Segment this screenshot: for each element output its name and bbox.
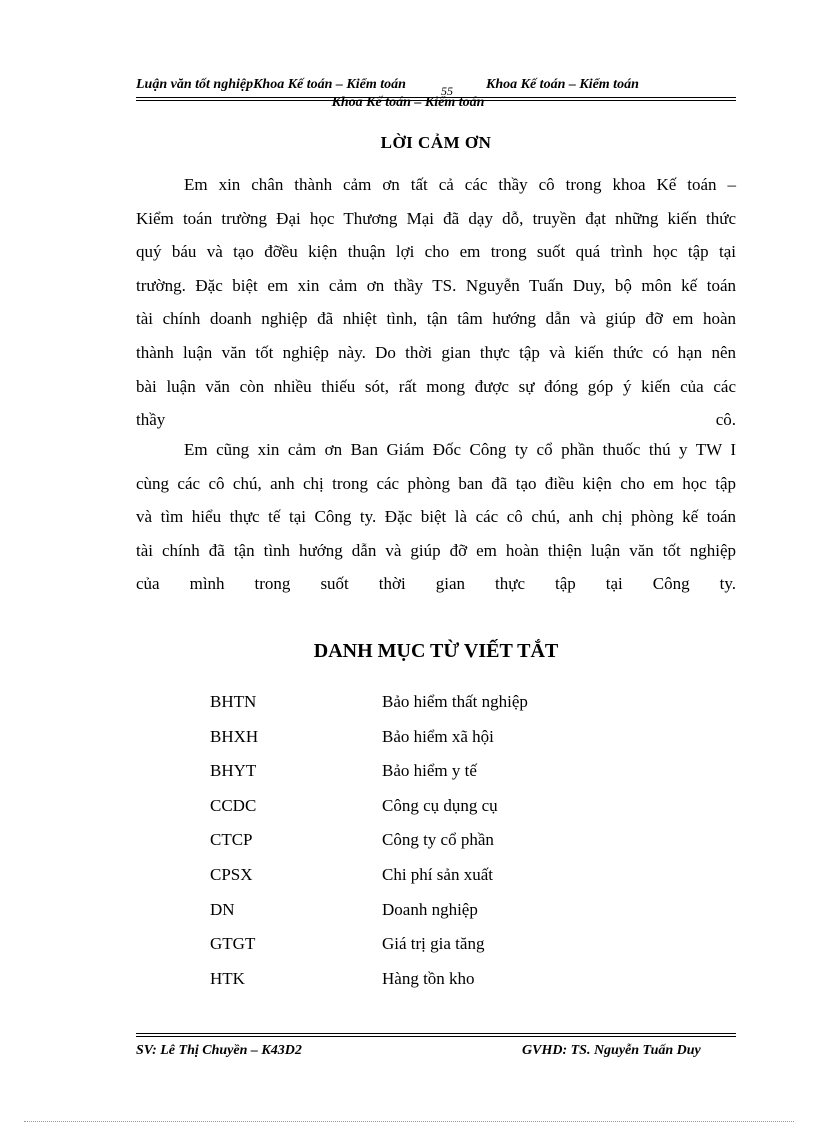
- paragraph-line: và tìm hiểu thực tế tại Công ty. Đặc biệt là các cô chú, anh chị phòng kế toán: [136, 507, 736, 527]
- abbreviation-code: HTK: [210, 968, 245, 988]
- paragraph-line: Em cũng xin cảm ơn Ban Giám Đốc Công ty cổ phần thuốc thú y TW I: [184, 440, 736, 459]
- abbreviation-row: [210, 754, 528, 789]
- footer-student: SV: Lê Thị Chuyền – K43D2: [136, 1043, 302, 1058]
- footer-rule-top: [136, 1033, 736, 1034]
- abbreviation-code: GTGT: [210, 934, 256, 954]
- paragraph-line: tài chính đã tận tình hướng dẫn và giúp đỡ em hoàn thiện luận văn tốt nghiệp: [136, 540, 736, 560]
- paragraph-line: cùng các cô chú, anh chị trong các phòng ban đã tạo điều kiện cho em học tập: [136, 473, 736, 493]
- paragraph-line: Kiểm toán trường Đại học Thương Mại đã dạy dỗ, truyền đạt những kiến thức: [136, 208, 736, 228]
- abbreviation-code: CTCP: [210, 830, 253, 850]
- acknowledgement-paragraph-1: [136, 168, 736, 437]
- header-right-text: Khoa Kế toán – Kiểm toán: [486, 77, 639, 92]
- paragraph-line: bài luận văn còn nhiều thiếu sót, rất mong được sự đóng góp ý kiến của các: [136, 376, 736, 396]
- abbreviation-row: [210, 858, 528, 893]
- abbreviations-title: DANH MỤC TỪ VIẾT TẮT: [313, 640, 559, 662]
- abbreviation-code: BHTN: [210, 692, 257, 711]
- paragraph-line: của mình trong suốt thời gian thực tập tại Công ty.: [136, 574, 736, 594]
- abbreviation-row: [210, 720, 528, 755]
- abbreviation-list: [210, 685, 528, 996]
- footer-rule-bottom: [136, 1036, 736, 1037]
- acknowledgement-paragraph-2: [136, 433, 736, 601]
- paragraph-line: quý báu và tạo đỡều kiện thuận lợi cho em trong suốt quá trình học tập tại: [136, 242, 736, 262]
- abbreviation-meaning: Chi phí sản xuất: [382, 864, 493, 884]
- abbreviation-code: CPSX: [210, 864, 253, 884]
- paragraph-line: Em xin chân thành cảm ơn tất cả các thầy cô trong khoa Kế toán –: [184, 175, 736, 194]
- page-bottom-border: [24, 1121, 794, 1122]
- abbreviation-code: CCDC: [210, 795, 257, 815]
- abbreviation-row: [210, 823, 528, 858]
- abbreviation-meaning: Công cụ dụng cụ: [382, 795, 498, 815]
- abbreviation-code: BHYT: [210, 761, 257, 781]
- abbreviation-code: BHXH: [210, 726, 259, 746]
- abbreviation-meaning: Giá trị gia tăng: [382, 934, 485, 954]
- abbreviation-meaning: Doanh nghiệp: [382, 899, 478, 919]
- header-left-text: Luận văn tốt nghiệpKhoa Kế toán – Kiểm toán: [136, 77, 406, 92]
- header-second-line: Khoa Kế toán – Kiểm toán: [331, 95, 485, 110]
- abbreviation-row: [210, 789, 528, 824]
- abbreviation-code: DN: [210, 899, 235, 919]
- abbreviation-meaning: Bảo hiểm y tế: [382, 761, 477, 781]
- paragraph-line: thầy cô.: [136, 410, 736, 430]
- abbreviation-meaning: Hàng tồn kho: [382, 968, 475, 988]
- abbreviation-row: [210, 927, 528, 962]
- paragraph-line: trường. Đặc biệt em xin cảm ơn thầy TS. Nguyễn Tuấn Duy, bộ môn kế toán: [136, 275, 736, 295]
- page-number: 55: [441, 84, 453, 98]
- footer-supervisor: GVHD: TS. Nguyễn Tuấn Duy: [522, 1043, 701, 1058]
- abbreviation-meaning: Bảo hiểm xã hội: [382, 726, 494, 746]
- acknowledgement-title: LỜI CẢM ƠN: [380, 133, 492, 152]
- abbreviation-meaning: Công ty cổ phần: [382, 830, 494, 850]
- paragraph-line: thành luận văn tốt nghiệp này. Do thời gian thực tập và kiến thức có hạn nên: [136, 342, 736, 362]
- abbreviation-row: [210, 893, 528, 928]
- abbreviation-row: [210, 685, 528, 720]
- abbreviation-row: [210, 962, 528, 997]
- paragraph-line: tài chính doanh nghiệp đã nhiệt tình, tận tâm hướng dẫn và giúp đỡ em hoàn: [136, 309, 736, 329]
- abbreviation-meaning: Bảo hiểm thất nghiệp: [382, 692, 528, 711]
